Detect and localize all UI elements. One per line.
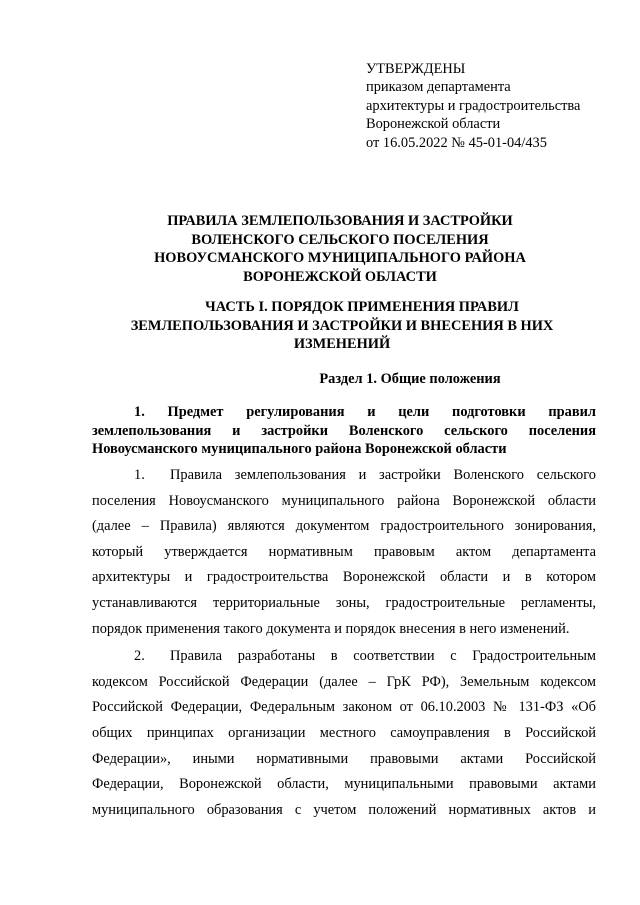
paragraph-text: Правила разработаны в соответствии с Градостроительным bbox=[170, 648, 596, 665]
document-title bbox=[90, 212, 590, 286]
part-heading bbox=[92, 298, 592, 354]
paragraph-line bbox=[92, 463, 596, 489]
title-line: НОВОУСМАНСКОГО МУНИЦИПАЛЬНОГО РАЙОНА bbox=[154, 250, 526, 267]
approval-line: приказом департамента bbox=[366, 79, 511, 96]
paragraph-line: кодексом Российской Федерации (далее – ГрК РФ), Земельным кодексом bbox=[92, 673, 596, 690]
paragraph-line: Российской Федерации, Федеральным законом от 06.10.2003 № 131-ФЗ «Об bbox=[92, 699, 596, 716]
title-line: ПРАВИЛА ЗЕМЛЕПОЛЬЗОВАНИЯ И ЗАСТРОЙКИ bbox=[167, 213, 513, 229]
paragraph-number: 2. bbox=[134, 648, 145, 665]
section-heading-text: Раздел 1. Общие положения bbox=[319, 371, 501, 387]
part-heading-line: ИЗМЕНЕНИЙ bbox=[293, 336, 391, 353]
approval-line: Воронежской области bbox=[366, 116, 501, 133]
paragraph-2 bbox=[92, 644, 596, 823]
article-heading bbox=[92, 403, 596, 459]
paragraph-1 bbox=[92, 463, 596, 642]
paragraph-number: 1. bbox=[134, 467, 145, 483]
article-heading-line: 1. Предмет регулирования и цели подготовки правил bbox=[134, 404, 596, 420]
paragraph-line: порядок применения такого документа и порядок внесения в него изменений. bbox=[92, 620, 570, 637]
section-heading bbox=[90, 370, 640, 388]
article-heading-line: землепользования и застройки Воленского сельского поселения bbox=[92, 422, 596, 439]
approval-line: от 16.05.2022 № 45-01-04/435 bbox=[366, 134, 547, 151]
article-heading-line: Новоусманского муниципального района Воронежской области bbox=[92, 441, 507, 457]
paragraph-line bbox=[92, 644, 596, 670]
paragraph-line: (далее – Правила) являются документом градостроительного зонирования, bbox=[92, 518, 596, 535]
paragraph-line: поселения Новоусманского муниципального района Воронежской области bbox=[92, 492, 596, 509]
paragraph-line: который утверждается нормативным правовым актом департамента bbox=[92, 543, 596, 560]
paragraph-line: общих принципах организации местного самоуправления в Российской bbox=[92, 724, 596, 741]
part-heading-line: ЧАСТЬ I. ПОРЯДОК ПРИМЕНЕНИЯ ПРАВИЛ bbox=[205, 299, 519, 315]
paragraph-line: Федерации, Воронежской области, муниципальными правовыми актами bbox=[92, 776, 596, 793]
title-line: ВОЛЕНСКОГО СЕЛЬСКОГО ПОСЕЛЕНИЯ bbox=[191, 231, 489, 248]
approval-line: УТВЕРЖДЕНЫ bbox=[366, 61, 466, 77]
paragraph-line: Федерации», иными нормативными правовыми актами Российской bbox=[92, 750, 596, 767]
paragraph-line: муниципального образования с учетом положений нормативных актов и bbox=[92, 801, 596, 818]
part-heading-line: ЗЕМЛЕПОЛЬЗОВАНИЯ И ЗАСТРОЙКИ И ВНЕСЕНИЯ В НИХ bbox=[130, 317, 554, 334]
title-line: ВОРОНЕЖСКОЙ ОБЛАСТИ bbox=[243, 268, 437, 285]
paragraph-text: Правила землепользования и застройки Воленского сельского bbox=[170, 467, 596, 483]
paragraph-line: архитектуры и градостроительства Воронежской области и в котором bbox=[92, 569, 596, 586]
document-body bbox=[92, 463, 596, 823]
paragraph-line: устанавливаются территориальные зоны, градостроительные регламенты, bbox=[92, 594, 596, 611]
approval-line: архитектуры и градостроительства bbox=[366, 97, 581, 114]
approval-block bbox=[366, 60, 580, 152]
